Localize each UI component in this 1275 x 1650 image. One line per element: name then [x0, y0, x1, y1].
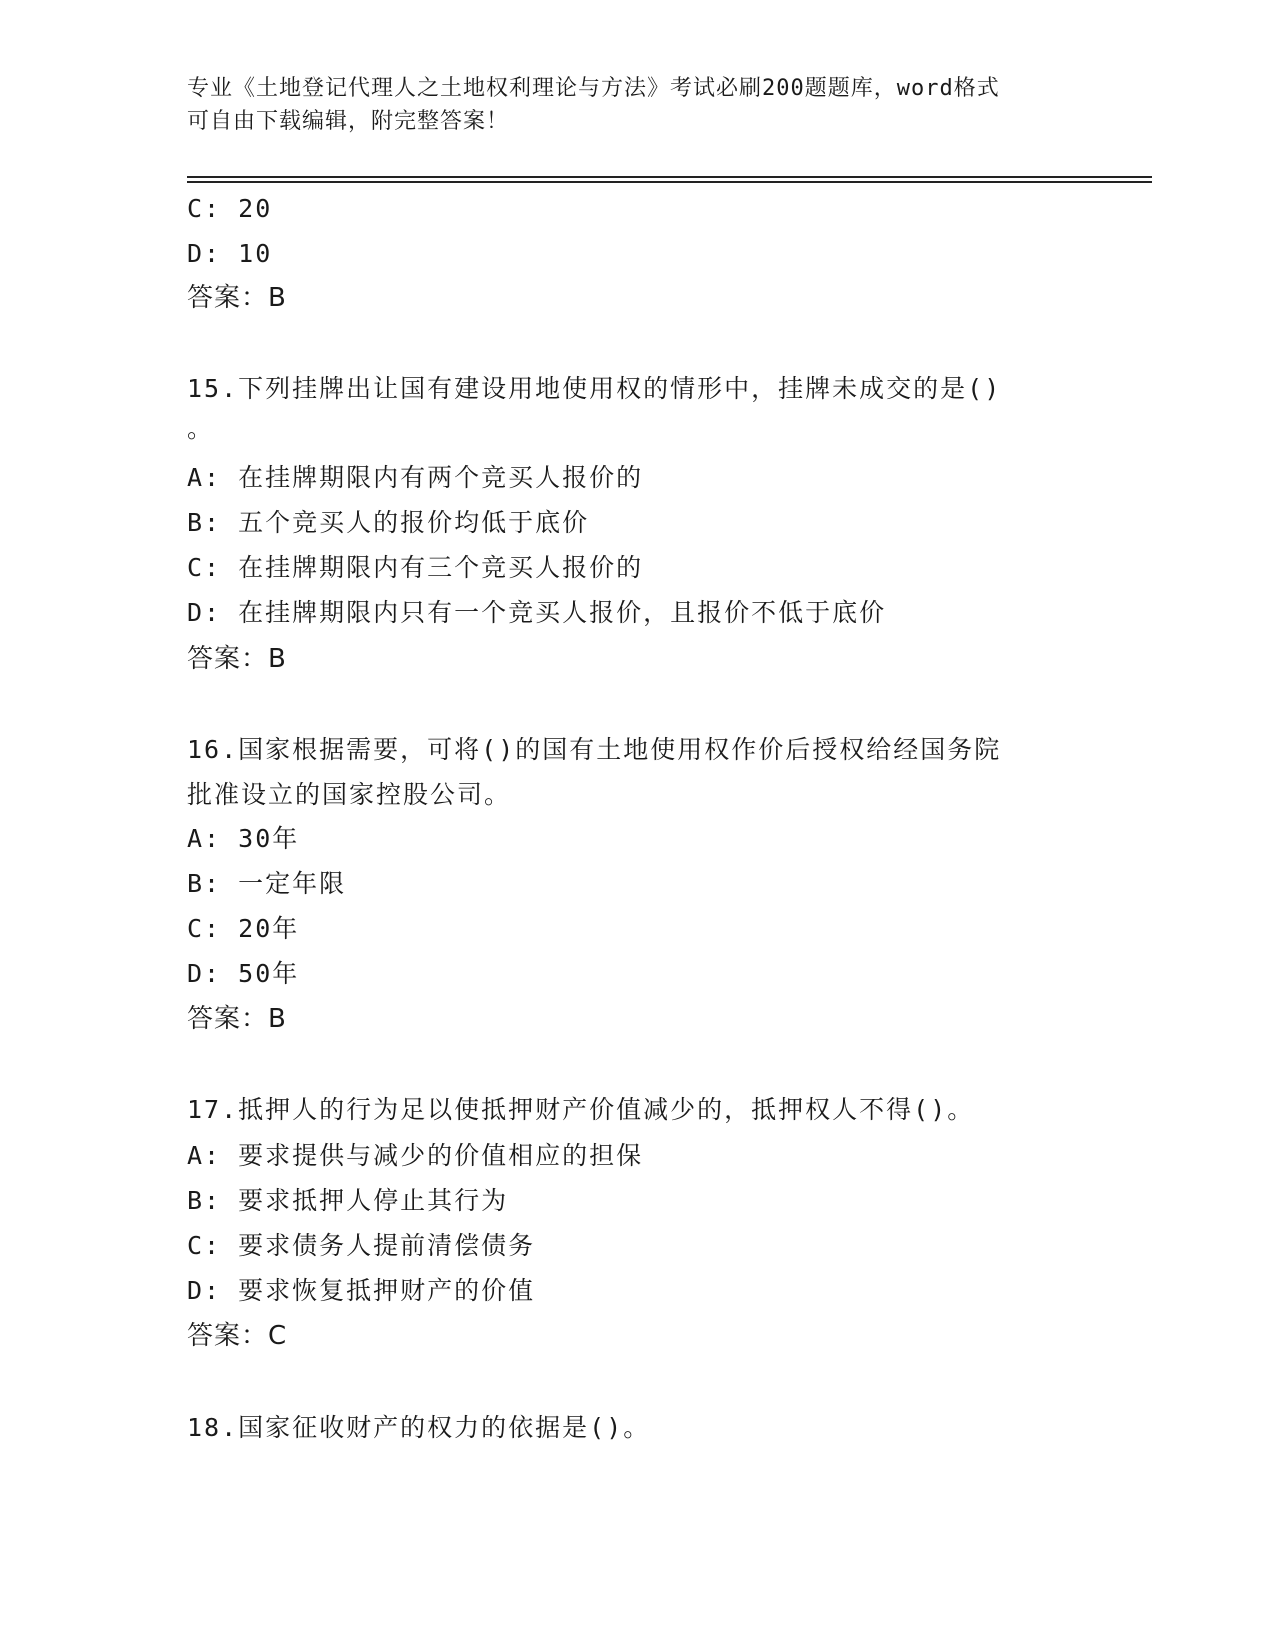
- q15-stem-line-2: 。: [187, 414, 215, 443]
- q16-answer: 答案：B: [187, 1004, 287, 1034]
- header-divider-top: [187, 176, 1152, 178]
- q15-option-c: C: 在挂牌期限内有三个竞买人报价的: [187, 553, 644, 582]
- q15-answer: 答案：B: [187, 644, 287, 674]
- q16-option-d: D: 50年: [187, 959, 300, 988]
- q18-stem-line-1: 18.国家征收财产的权力的依据是()。: [187, 1413, 651, 1442]
- q17-option-c: C: 要求债务人提前清偿债务: [187, 1231, 536, 1260]
- q17-option-a: A: 要求提供与减少的价值相应的担保: [187, 1141, 644, 1170]
- q16-stem-line-1: 16.国家根据需要，可将()的国有土地使用权作价后授权给经国务院: [187, 735, 1002, 764]
- prev-answer: 答案：B: [187, 283, 287, 313]
- q16-option-c: C: 20年: [187, 914, 300, 943]
- q16-stem-line-2: 批准设立的国家控股公司。: [187, 780, 512, 809]
- header-divider-bottom: [187, 181, 1152, 183]
- q15-option-a: A: 在挂牌期限内有两个竞买人报价的: [187, 463, 644, 492]
- q17-answer: 答案：C: [187, 1321, 288, 1351]
- q17-stem-line-1: 17.抵押人的行为足以使抵押财产价值减少的，抵押权人不得()。: [187, 1095, 975, 1124]
- q16-option-a: A: 30年: [187, 824, 300, 853]
- q15-option-b: B: 五个竞买人的报价均低于底价: [187, 508, 590, 537]
- prev-option-d: D: 10: [187, 239, 273, 268]
- document-header: [187, 72, 1087, 138]
- header-title-line-2: 可自由下载编辑，附完整答案！: [187, 109, 510, 134]
- prev-option-c: C: 20: [187, 194, 273, 223]
- q16-option-b: B: 一定年限: [187, 869, 347, 898]
- q17-option-d: D: 要求恢复抵押财产的价值: [187, 1276, 536, 1305]
- q17-option-b: B: 要求抵押人停止其行为: [187, 1186, 509, 1215]
- header-title-line-1: 专业《土地登记代理人之土地权利理论与方法》考试必刷200题题库，word格式: [187, 76, 1000, 101]
- q15-stem-line-1: 15.下列挂牌出让国有建设用地使用权的情形中，挂牌未成交的是(): [187, 374, 1002, 403]
- q15-option-d: D: 在挂牌期限内只有一个竞买人报价，且报价不低于底价: [187, 598, 887, 627]
